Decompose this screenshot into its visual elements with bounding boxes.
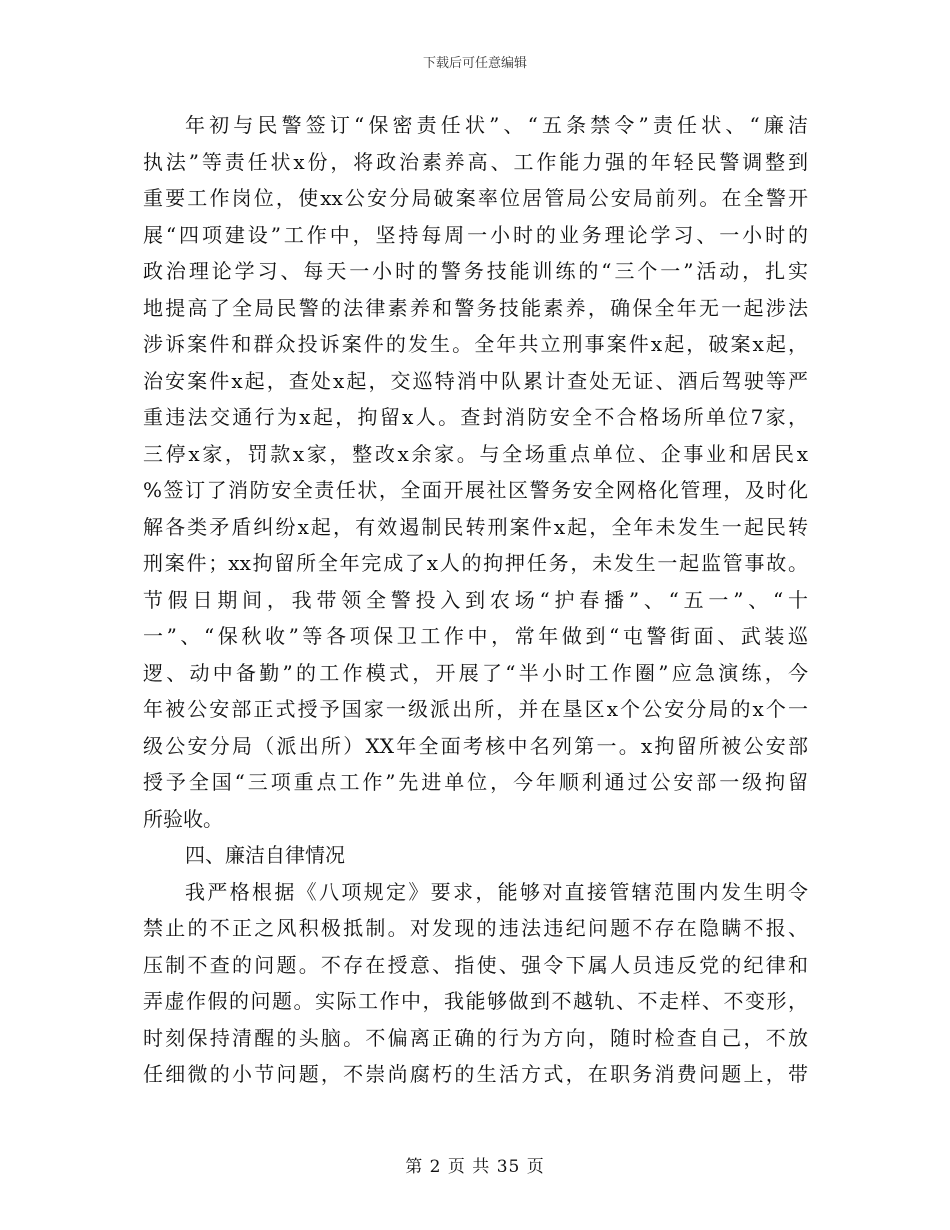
text-line: 治安案件x起，查处x起，交巡特消中队累计查处无证、酒后驾驶等严 [143, 368, 808, 393]
text-line: 年初与民警签订“保密责任状”、“五条禁令”责任状、“廉洁 [185, 113, 808, 137]
text-line: 时刻保持清醒的头脑。不偏离正确的行为方向，随时检查自己，不放 [143, 1025, 808, 1050]
text-line: 禁止的不正之风积极抵制。对发现的违法违纪问题不存在隐瞒不报、 [143, 916, 808, 940]
text-line: 展“四项建设”工作中，坚持每周一小时的业务理论学习、一小时的 [143, 222, 808, 247]
text-line: 年被公安部正式授予国家一级派出所，并在垦区x个公安分局的x个一 [143, 697, 808, 721]
text-line: 弄虚作假的问题。实际工作中，我能够做到不越轨、不走样、不变形， [143, 989, 808, 1013]
text-line: 压制不查的问题。不存在授意、指使、强令下属人员违反党的纪律和 [143, 952, 808, 977]
text-line: 任细微的小节问题，不崇尚腐朽的生活方式，在职务消费问题上，带 [143, 1062, 808, 1086]
page-number-footer: 第 2 页 共 35 页 [405, 1157, 545, 1177]
text-line: 授予全国“三项重点工作”先进单位，今年顺利通过公安部一级拘留 [143, 770, 808, 794]
text-line: 地提高了全局民警的法律素养和警务技能素养，确保全年无一起涉法 [143, 295, 808, 320]
text-line: 政治理论学习、每天一小时的警务技能训练的“三个一”活动，扎实 [143, 259, 808, 283]
text-line: 逻、动中备勤”的工作模式，开展了“半小时工作圈”应急演练，今 [143, 660, 808, 685]
text-line: 重违法交通行为x起，拘留x人。查封消防安全不合格场所单位7家， [143, 405, 808, 429]
text-line: 解各类矛盾纠纷x起，有效遏制民转刑案件x起，全年未发生一起民转 [143, 514, 808, 539]
text-line: 三停x家，罚款x家，整改x余家。与全场重点单位、企事业和居民x [143, 441, 808, 466]
text-line: 级公安分局（派出所）XX年全面考核中名列第一。x拘留所被公安部 [143, 733, 808, 758]
text-line: 所验收。 [143, 806, 223, 831]
text-line: 重要工作岗位，使xx公安分局破案率位居管局公安局前列。在全警开 [143, 186, 808, 210]
text-line: 涉诉案件和群众投诉案件的发生。全年共立刑事案件x起，破案x起， [143, 332, 808, 356]
text-line: %签订了消防安全责任状，全面开展社区警务安全网格化管理，及时化 [143, 478, 808, 502]
document-body [143, 107, 808, 1093]
text-line: 节假日期间，我带领全警投入到农场“护春播”、“五一”、“十 [143, 587, 808, 612]
section-heading: 四、廉洁自律情况 [185, 843, 345, 867]
text-line: 刑案件；xx拘留所全年完成了x人的拘押任务，未发生一起监管事故。 [143, 551, 808, 575]
page-header: 下载后可任意编辑 [422, 56, 527, 71]
text-line: 我严格根据《八项规定》要求，能够对直接管辖范围内发生明令 [185, 879, 808, 904]
text-line: 执法”等责任状x份，将政治素养高、工作能力强的年轻民警调整到 [143, 149, 808, 174]
text-line: 一”、“保秋收”等各项保卫工作中，常年做到“屯警街面、武装巡 [143, 624, 808, 648]
